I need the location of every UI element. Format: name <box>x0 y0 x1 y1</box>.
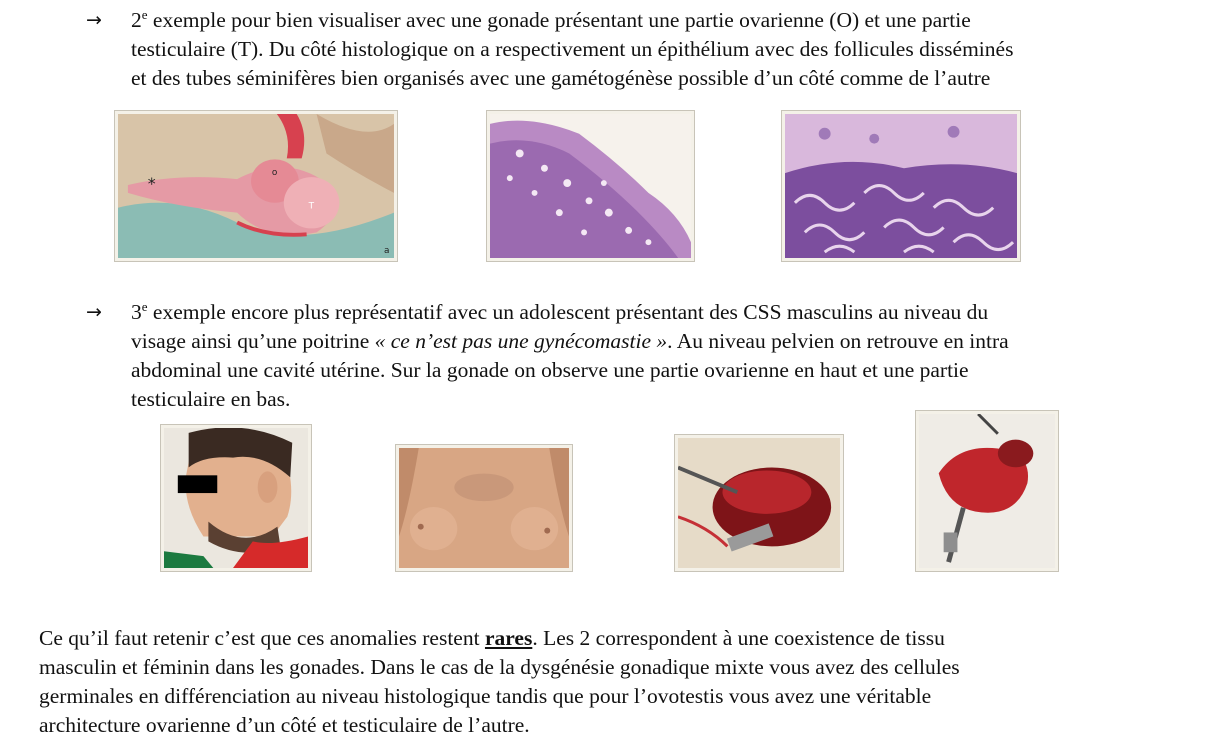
photo-label-t: T <box>308 201 315 212</box>
example-3-line-4: testiculaire en bas. <box>131 387 291 411</box>
example-3-line-2a: visage ainsi qu’une poitrine <box>131 329 375 353</box>
example-2-line-3: et des tubes séminifères bien organisés avec une gamétogénèse possible d’un côté comme de l’autre <box>131 66 991 90</box>
conclusion-line-1b: . Les 2 correspondent à une coexistence de tissu <box>532 626 945 650</box>
conclusion-line-4: architecture ovarienne d’un côté et testiculaire de l’autre. <box>39 713 530 737</box>
gonad-specimen-photo <box>915 410 1059 572</box>
example-3-quote: « ce n’est pas une gynécomastie » <box>374 329 668 353</box>
conclusion-paragraph <box>39 624 960 740</box>
example-3-line-1: exemple encore plus représentatif avec un adolescent présentant des CSS masculins au niveau du <box>147 300 989 324</box>
conclusion-line-3: germinales en différenciation au niveau histologique tandis que pour l’ovotestis vous avez une véritable <box>39 684 932 708</box>
example-2-number: 2 <box>131 8 142 32</box>
bullet-arrow-example-2: → <box>86 9 102 31</box>
example-3-paragraph <box>131 298 1009 414</box>
example-2-paragraph <box>131 6 1013 93</box>
adolescent-face-photo <box>160 424 312 572</box>
example-3-ordinal: e <box>141 298 148 314</box>
gonad-photo <box>114 110 398 262</box>
conclusion-emphasis: rares <box>484 626 533 650</box>
bullet-arrow-example-3: → <box>86 301 102 323</box>
example-3-number: 3 <box>131 300 142 324</box>
example-2-ordinal: e <box>141 6 148 22</box>
photo-label-star: * <box>147 174 156 193</box>
example-3-line-2b: . Au niveau pelvien on retrouve en intra <box>667 329 1009 353</box>
conclusion-line-2: masculin et féminin dans les gonades. Dans le cas de la dysgénésie gonadique mixte vous avez des cellules <box>39 655 960 679</box>
photo-label-o: o <box>271 168 278 179</box>
conclusion-line-1a: Ce qu’il faut retenir c’est que ces anomalies restent <box>39 626 485 650</box>
chest-photo <box>395 444 573 572</box>
example-2-line-2: testiculaire (T). Du côté histologique on a respectivement un épithélium avec des follicules disséminés <box>131 37 1014 61</box>
surgical-pelvic-photo <box>674 434 844 572</box>
example-2-line-1: exemple pour bien visualiser avec une gonade présentant une partie ovarienne (O) et une partie <box>147 8 971 32</box>
histology-testicular-image <box>781 110 1021 262</box>
histology-ovarian-image <box>486 110 695 262</box>
photo-label-a: a <box>384 246 390 257</box>
example-3-line-3: abdominal une cavité utérine. Sur la gonade on observe une partie ovarienne en haut et une partie <box>131 358 969 382</box>
